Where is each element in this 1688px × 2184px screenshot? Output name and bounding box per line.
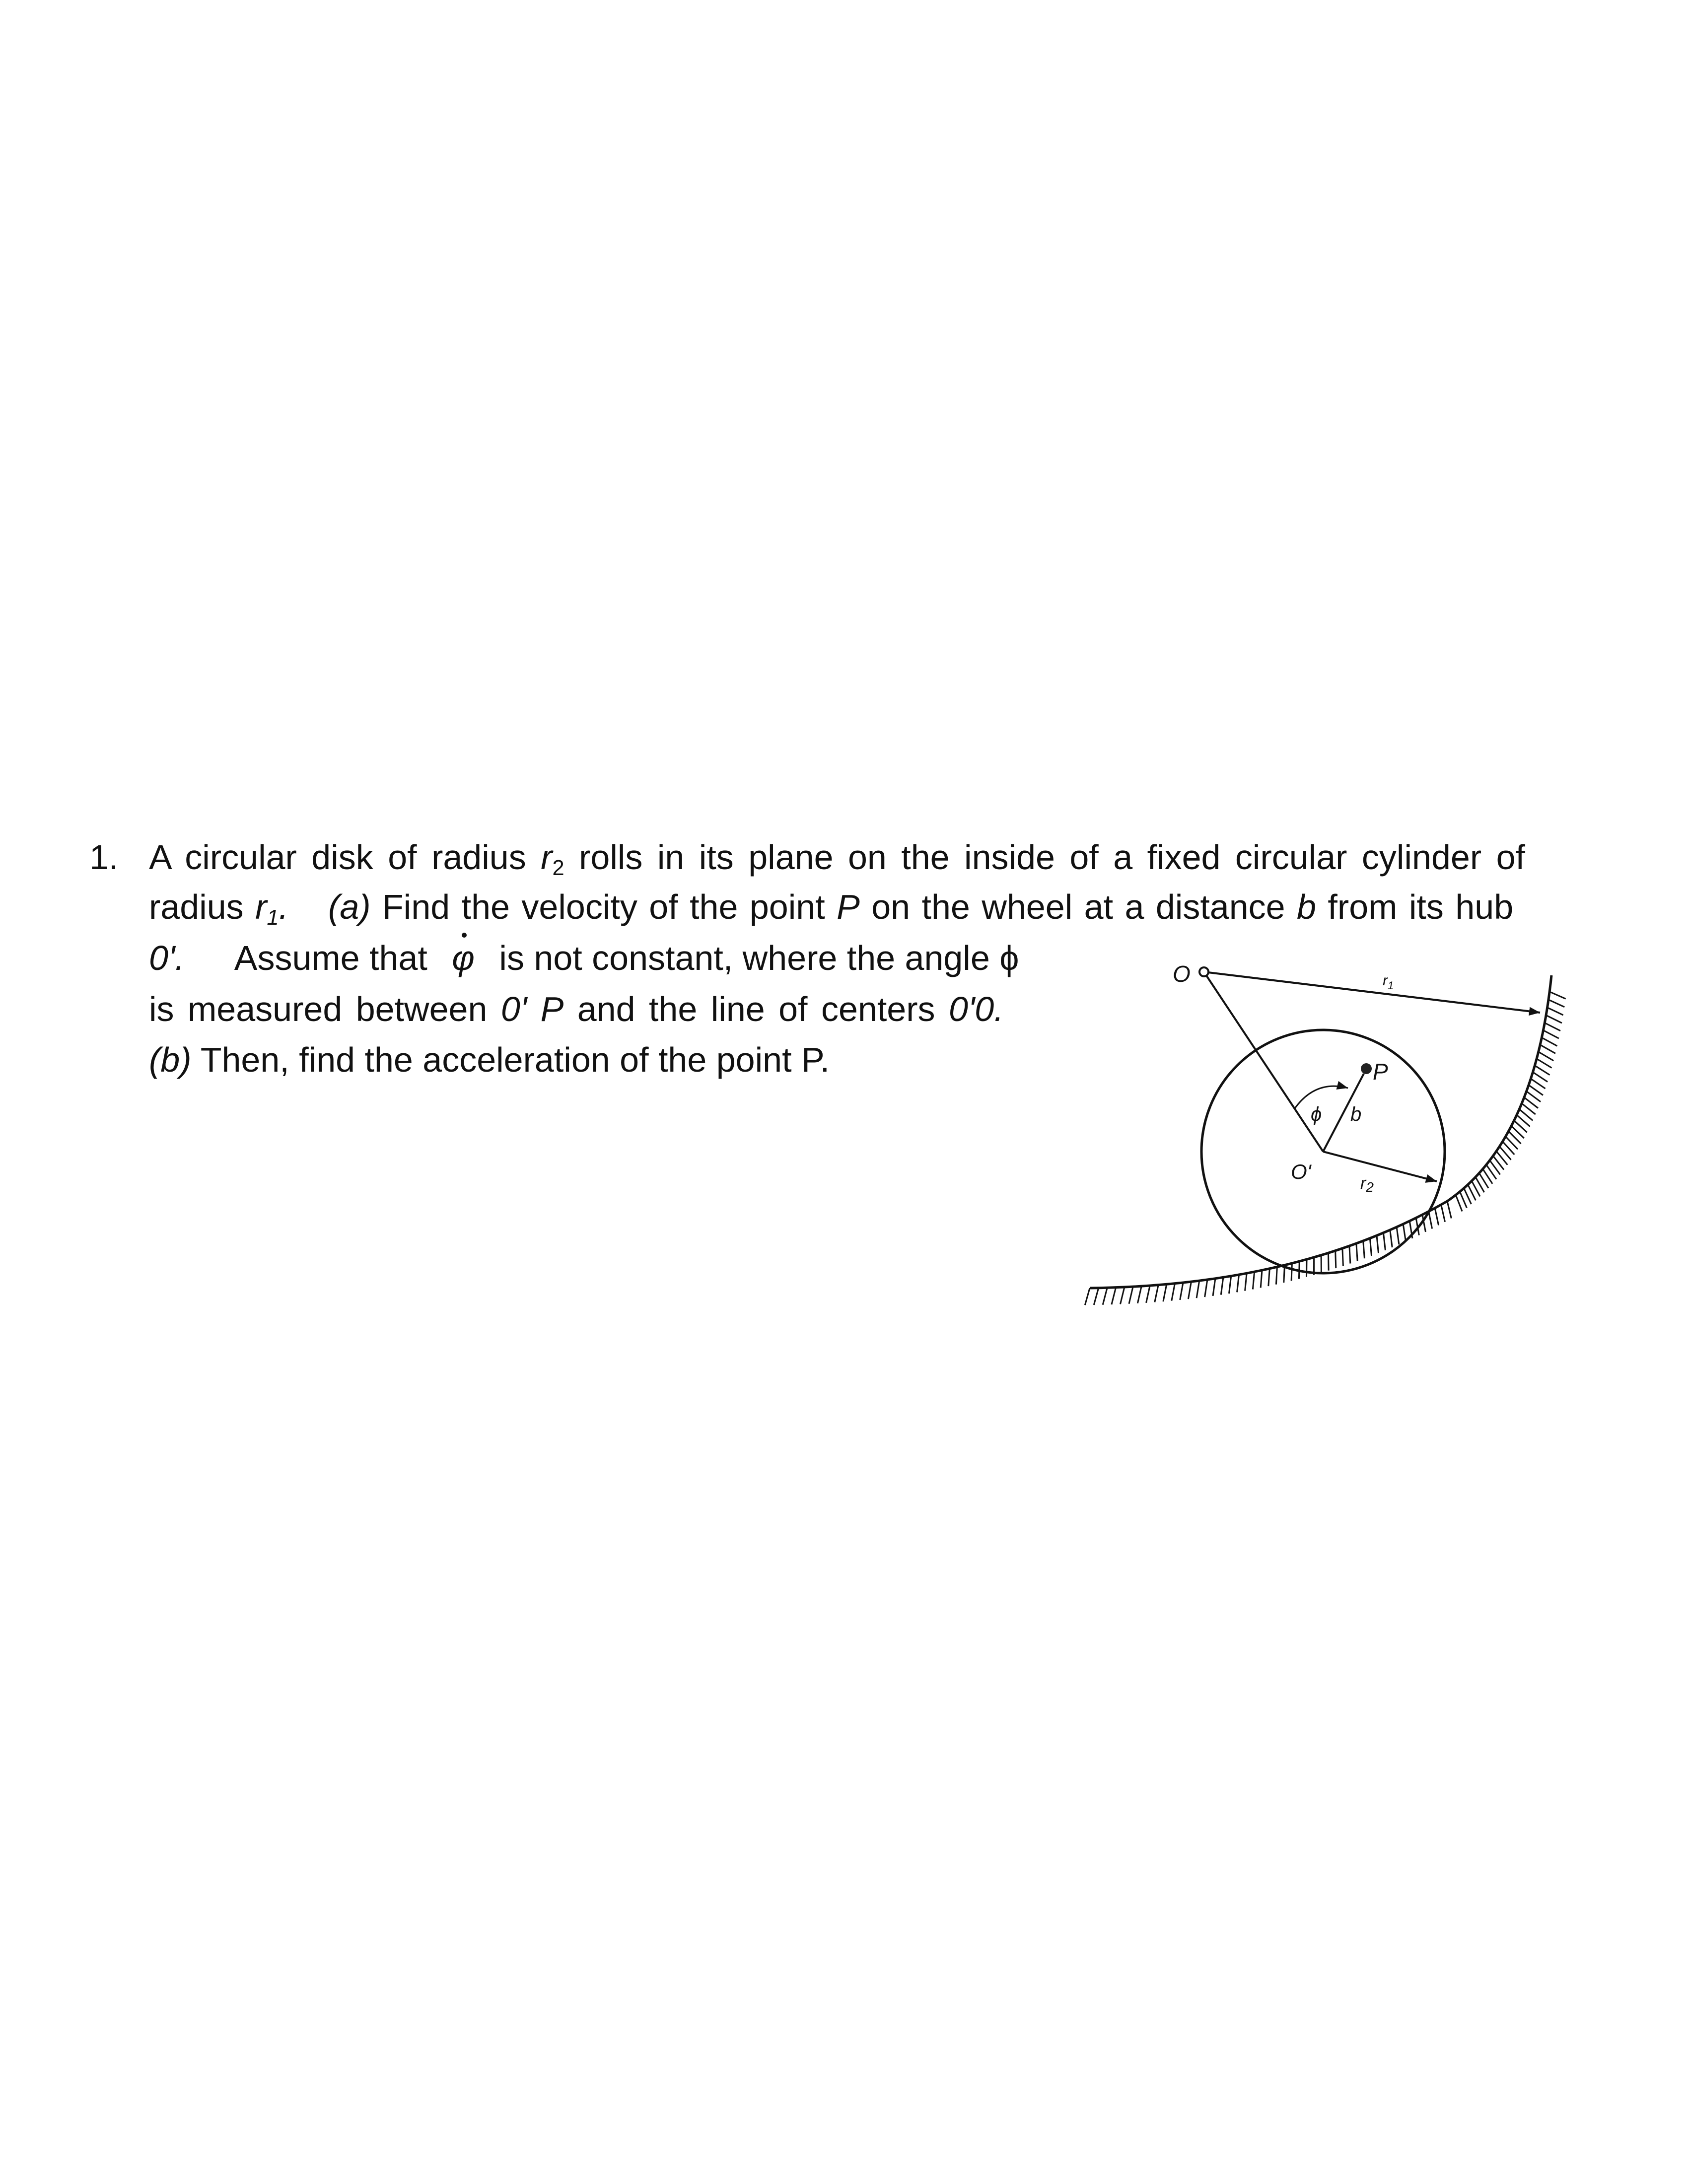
- label-b: b: [1350, 1103, 1362, 1125]
- hatch-tick: [1180, 1283, 1183, 1300]
- hatch-tick: [1342, 1248, 1343, 1266]
- hatch-tick: [1261, 1270, 1262, 1288]
- line2-text-d: on the wheel at a distance: [859, 887, 1297, 926]
- part-a-label: (a): [328, 887, 371, 926]
- hatch-tick: [1172, 1284, 1175, 1301]
- hatch-tick: [1163, 1284, 1167, 1301]
- hatch-tick: [1383, 1233, 1385, 1250]
- hatch-tick: [1253, 1272, 1254, 1289]
- hatch-tick: [1542, 1037, 1557, 1046]
- hatch-tick: [1546, 1015, 1562, 1023]
- hatch-tick: [1094, 1288, 1098, 1305]
- line3-text-b: is not constant, where the angle: [489, 939, 1000, 977]
- line-of-centers: [1204, 972, 1323, 1152]
- o-prime-p-label: 0' P: [500, 990, 564, 1028]
- hatch-tick: [1188, 1282, 1191, 1299]
- hatch-tick: [1545, 1023, 1560, 1031]
- hub-label: 0'.: [149, 939, 185, 977]
- point-o: [1199, 967, 1208, 976]
- label-phi: ϕ: [1311, 1103, 1322, 1125]
- phi-symbol: ϕ: [999, 939, 1019, 977]
- r2-variable: r: [541, 838, 553, 877]
- hatch-tick: [1221, 1277, 1223, 1295]
- line3-text-a: Assume that: [234, 939, 437, 977]
- hatch-tick: [1245, 1273, 1247, 1291]
- hatch-tick: [1268, 1269, 1270, 1286]
- problem-line-2: [149, 887, 1514, 930]
- hatch-tick: [1291, 1263, 1292, 1281]
- hatch-tick: [1146, 1286, 1150, 1303]
- hatch-tick: [1456, 1195, 1462, 1212]
- hatch-tick: [1540, 1045, 1555, 1053]
- line4-text-a: is measured between: [149, 990, 501, 1028]
- hatch-tick: [1460, 1192, 1467, 1208]
- hatch-tick: [1229, 1276, 1231, 1294]
- line4-text-b: and the line of centers: [563, 990, 949, 1028]
- label-r2-sub: 2: [1366, 1179, 1374, 1195]
- hatch-tick: [1544, 1030, 1559, 1038]
- hatch-tick: [1531, 1079, 1545, 1089]
- problem-line-5: [149, 1042, 830, 1077]
- hatch-tick: [1535, 1066, 1549, 1075]
- hatch-tick: [1537, 1059, 1551, 1068]
- hatch-tick: [1390, 1230, 1392, 1247]
- b-variable: b: [1297, 887, 1316, 926]
- hatch-tick: [1349, 1246, 1350, 1263]
- r1-variable: r: [255, 887, 267, 926]
- line2-text-c: Find the velocity of the point: [370, 887, 837, 926]
- label-o-prime: O': [1291, 1160, 1311, 1183]
- problem-number: 1.: [89, 838, 119, 877]
- problem-line-4: [149, 992, 1004, 1026]
- line1-text-a: A circular disk of radius: [149, 838, 541, 877]
- problem-line-1: [149, 838, 1525, 881]
- hatch-tick: [1129, 1287, 1133, 1304]
- line-of-centers-label: 0'0.: [948, 990, 1004, 1028]
- label-r1-sub: 1: [1388, 979, 1394, 992]
- phi-dot-symbol: φ: [452, 939, 475, 977]
- part-b-label: (b): [149, 1040, 192, 1079]
- rolling-disk-diagram: [1067, 933, 1614, 1340]
- hatch-tick: [1429, 1212, 1432, 1229]
- r2-subscript: 2: [552, 856, 564, 881]
- hatch-tick: [1196, 1281, 1199, 1298]
- hatch-tick: [1276, 1267, 1277, 1284]
- r1-radius-line: [1204, 972, 1540, 1013]
- hatch-tick: [1237, 1275, 1239, 1292]
- hatch-tick: [1356, 1243, 1357, 1261]
- hatch-tick: [1539, 1052, 1554, 1061]
- hatch-tick: [1103, 1288, 1107, 1304]
- line2-text-e: from its hub: [1316, 887, 1514, 926]
- hatch-tick: [1121, 1287, 1125, 1304]
- label-p: P: [1373, 1059, 1388, 1085]
- line5-text-a: Then, find the acceleration of the point P.: [191, 1040, 830, 1079]
- problem-line-3: [149, 941, 1019, 975]
- hatch-tick: [1155, 1285, 1158, 1302]
- point-p: [1361, 1063, 1372, 1074]
- hatch-tick: [1112, 1288, 1116, 1304]
- label-r2-var: r: [1360, 1174, 1366, 1193]
- cylinder-arc: [1090, 975, 1551, 1288]
- hatch-tick: [1547, 1008, 1563, 1015]
- hatch-tick: [1397, 1227, 1399, 1244]
- hatch-tick: [1435, 1208, 1438, 1226]
- r2-radius-line: [1323, 1152, 1437, 1181]
- label-r2: [1360, 1174, 1374, 1195]
- hatch-tick: [1377, 1235, 1379, 1253]
- label-r1: [1383, 972, 1394, 992]
- label-o: O: [1173, 961, 1191, 987]
- hatch-tick: [1205, 1280, 1207, 1297]
- hatch-tick: [1533, 1072, 1548, 1082]
- hatch-tick: [1403, 1224, 1406, 1241]
- hatch-tick: [1137, 1286, 1141, 1303]
- label-r1-var: r: [1383, 972, 1388, 989]
- hatch-tick: [1370, 1238, 1371, 1256]
- line2-text-a: radius: [149, 887, 256, 926]
- hatch-tick: [1548, 1000, 1564, 1007]
- hatch-tick: [1213, 1279, 1215, 1296]
- hatch-tick: [1447, 1201, 1451, 1219]
- line1-text-b: rolls in its plane on the inside of a fixed circular cylinder of: [564, 838, 1525, 877]
- hatch-tick: [1441, 1205, 1445, 1222]
- line2-text-b: .: [279, 887, 289, 926]
- hatch-tick: [1085, 1288, 1090, 1305]
- hatch-tick: [1363, 1241, 1365, 1258]
- r1-subscript: 1: [267, 906, 279, 930]
- hatch-tick: [1549, 992, 1565, 999]
- point-p-variable: P: [837, 887, 860, 926]
